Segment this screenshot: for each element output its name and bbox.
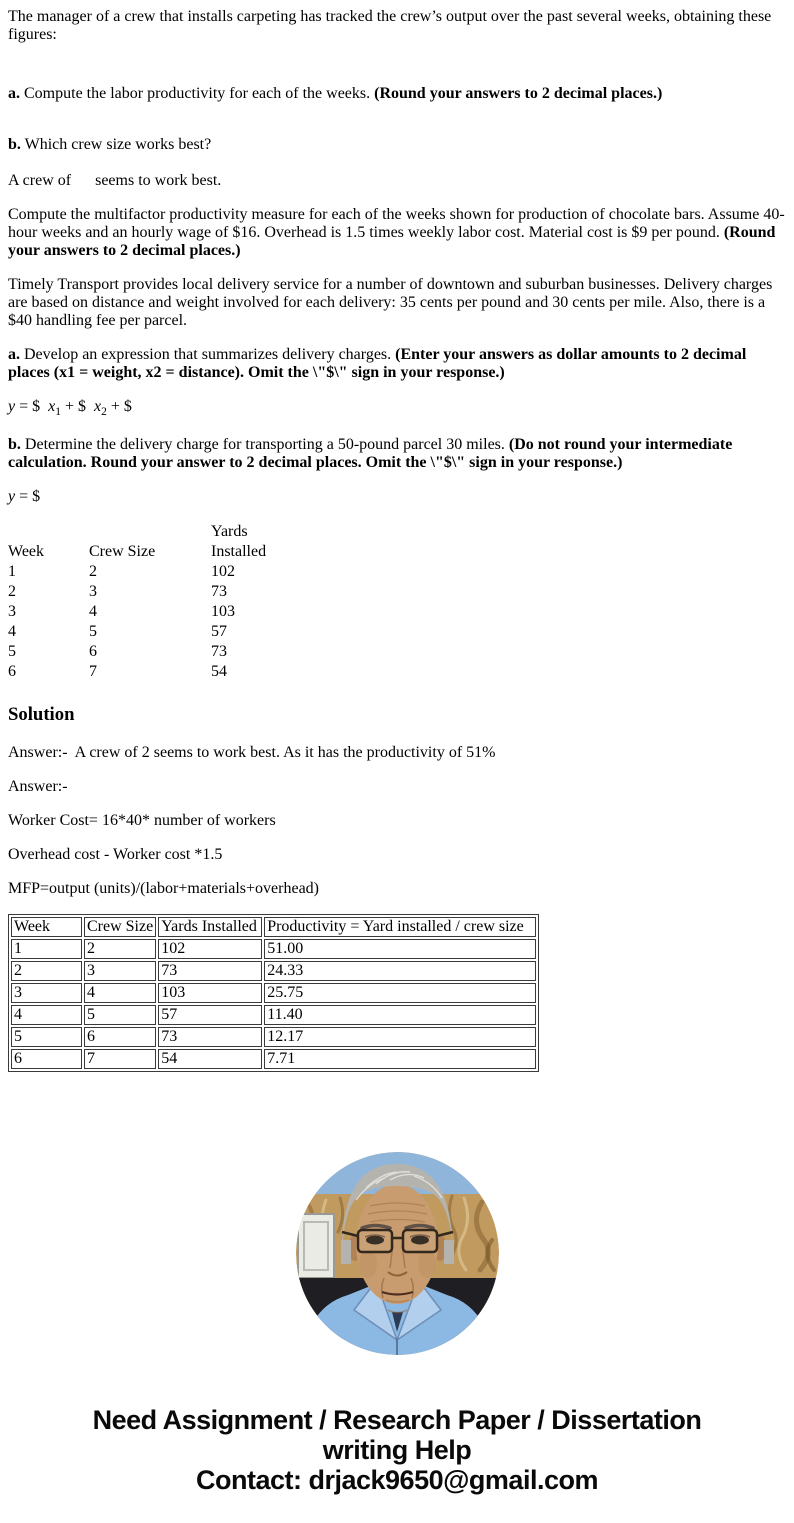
formula-sub-1: 1 bbox=[55, 406, 61, 419]
question-delivery-a bbox=[8, 346, 786, 382]
cell-week: 6 bbox=[8, 663, 16, 680]
cell-crew-size: 2 bbox=[89, 563, 97, 580]
formula2-eq: = $ bbox=[15, 488, 41, 505]
question-delivery-a-marker: a. bbox=[8, 346, 20, 363]
cell-crew-size: 3 bbox=[89, 583, 97, 600]
cell-yards: 73 bbox=[211, 643, 227, 660]
cell-yards: 54 bbox=[211, 663, 227, 680]
solution-work-line-1: Worker Cost= 16*40* number of workers bbox=[8, 812, 276, 829]
solution-heading: Solution bbox=[8, 704, 75, 725]
crew-table-row bbox=[8, 582, 291, 602]
question-delivery-a-bold-note: (Enter your answers as dollar amounts to 2 decimal places (x1 = weight, x2 = distance). Omit the \"$\" sign in your response.) bbox=[8, 346, 747, 381]
formula-eq: = $ bbox=[15, 398, 49, 415]
solution-work-line-2: Overhead cost - Worker cost *1.5 bbox=[8, 846, 223, 863]
delivery-answer-formula bbox=[8, 488, 786, 506]
cell-crew-size: 6 bbox=[84, 1027, 156, 1047]
question-labor-a bbox=[8, 85, 786, 103]
cell-productivity: 25.75 bbox=[264, 983, 536, 1003]
solution-answer-2: Answer:- bbox=[8, 778, 68, 795]
crew-table-row bbox=[8, 602, 291, 622]
formula-sub-2: 2 bbox=[101, 406, 107, 419]
cell-crew-size: 4 bbox=[89, 603, 97, 620]
cell-yards: 57 bbox=[211, 623, 227, 640]
cell-crew-size: 5 bbox=[89, 623, 97, 640]
multifactor-bold-note: (Round your answers to 2 decimal places.) bbox=[8, 224, 776, 259]
cell-productivity: 24.33 bbox=[264, 961, 536, 981]
cell-yards: 54 bbox=[158, 1049, 262, 1069]
cell-crew-size: 4 bbox=[84, 983, 156, 1003]
cell-crew-size: 5 bbox=[84, 1005, 156, 1025]
formula-tail: + $ bbox=[106, 398, 132, 415]
cell-week: 4 bbox=[11, 1005, 82, 1025]
intro-paragraph: The manager of a crew that installs carpeting has tracked the crew’s output over the past several weeks, obtaining these figures: bbox=[8, 8, 772, 43]
cell-productivity: 12.17 bbox=[264, 1027, 536, 1047]
cell-yards: 73 bbox=[158, 961, 262, 981]
question-a-bold-note: (Round your answers to 2 decimal places.) bbox=[374, 85, 663, 102]
crew-table-row bbox=[8, 562, 291, 582]
result-table-row bbox=[11, 939, 536, 959]
multifactor-text: Compute the multifactor productivity measure for each of the weeks shown for production of chocolate bars. Assume 40-hour weeks and an hourly wage of $16. Overhead is 1.5 times weekly labor cost. Material cost is $9 per pound. bbox=[8, 206, 785, 241]
question-delivery-a-text: Develop an expression that summarizes delivery charges. bbox=[20, 346, 396, 363]
result-table-row bbox=[11, 983, 536, 1003]
question-a-text: Compute the labor productivity for each of the weeks. bbox=[20, 85, 375, 102]
header-crew-size: Crew Size bbox=[84, 917, 156, 937]
question-delivery-b-marker: b. bbox=[8, 436, 21, 453]
question-a-marker: a. bbox=[8, 85, 20, 102]
cell-yards: 102 bbox=[211, 563, 235, 580]
question-delivery-b bbox=[8, 436, 786, 472]
formula2-var-y: y bbox=[8, 488, 16, 505]
cell-yards: 103 bbox=[211, 603, 235, 620]
cell-yards: 57 bbox=[158, 1005, 262, 1025]
cell-crew-size: 2 bbox=[84, 939, 156, 959]
cell-yards: 73 bbox=[211, 583, 227, 600]
footer-contact-email: Contact: drjack9650@gmail.com bbox=[196, 1465, 598, 1495]
productivity-result-table bbox=[8, 914, 539, 1072]
header-week: Week bbox=[8, 543, 45, 560]
cell-week: 3 bbox=[8, 603, 16, 620]
question-b-marker: b. bbox=[8, 136, 21, 153]
header-productivity: Productivity = Yard installed / crew size bbox=[264, 917, 536, 937]
result-table-row bbox=[11, 1005, 536, 1025]
crew-table-row bbox=[8, 642, 291, 662]
cell-crew-size: 7 bbox=[89, 663, 97, 680]
footer-line1: Need Assignment / Research Paper / Dissertation bbox=[92, 1405, 702, 1435]
cell-week: 5 bbox=[8, 643, 16, 660]
question-delivery-b-bold-note: (Do not round your intermediate calculation. Round your answer to 2 decimal places. Omit the \"$\" sign in your response.) bbox=[8, 436, 733, 471]
formula-var-x1: x bbox=[48, 398, 56, 415]
formula-var-y: y bbox=[8, 398, 16, 415]
cell-productivity: 51.00 bbox=[264, 939, 536, 959]
header-week: Week bbox=[11, 917, 82, 937]
header-yards-installed: Yards Installed bbox=[158, 917, 262, 937]
cell-crew-size: 3 bbox=[84, 961, 156, 981]
cell-week: 2 bbox=[8, 583, 16, 600]
result-table-row bbox=[11, 1049, 536, 1069]
result-table-row bbox=[11, 1027, 536, 1047]
cell-crew-size: 7 bbox=[84, 1049, 156, 1069]
crew-table-row bbox=[8, 662, 291, 682]
question-delivery-b-text: Determine the delivery charge for transporting a 50-pound parcel 30 miles. bbox=[20, 436, 509, 453]
delivery-charge-formula bbox=[8, 398, 786, 419]
cell-yards: 103 bbox=[158, 983, 262, 1003]
cell-yards: 73 bbox=[158, 1027, 262, 1047]
cell-week: 5 bbox=[11, 1027, 82, 1047]
tutor-photo-illustration bbox=[296, 1152, 499, 1355]
question-b-text: Which crew size works best? bbox=[20, 136, 212, 153]
footer-line2: writing Help bbox=[322, 1435, 472, 1465]
solution-work-line-3: MFP=output (units)/(labor+materials+overhead) bbox=[8, 880, 320, 897]
question-labor-b bbox=[8, 136, 786, 154]
cell-productivity: 11.40 bbox=[264, 1005, 536, 1025]
formula-var-x2: x bbox=[94, 398, 102, 415]
picture-frame bbox=[298, 1214, 334, 1278]
timely-transport-paragraph: Timely Transport provides local delivery service for a number of downtown and suburban businesses. Delivery charges are based on distance and weight involved for each delivery: 35 cents per pound and 30 cents per mile. Also, there is a $40 handling fee per parcel. bbox=[8, 276, 773, 329]
crew-table-header-row bbox=[8, 522, 291, 562]
solution-answer-1: Answer:- A crew of 2 seems to work best. As it has the productivity of 51% bbox=[8, 744, 496, 761]
cell-week: 3 bbox=[11, 983, 82, 1003]
header-crew-size: Crew Size bbox=[89, 543, 156, 560]
cell-week: 4 bbox=[8, 623, 16, 640]
tutor-photo-row bbox=[8, 1152, 786, 1355]
cell-week: 6 bbox=[11, 1049, 82, 1069]
crew-data-table bbox=[8, 522, 291, 682]
cell-productivity: 7.71 bbox=[264, 1049, 536, 1069]
cell-crew-size: 6 bbox=[89, 643, 97, 660]
cell-week: 2 bbox=[11, 961, 82, 981]
tutor-photo bbox=[296, 1152, 499, 1355]
cell-week: 1 bbox=[8, 563, 16, 580]
footer-banner bbox=[8, 1405, 786, 1495]
result-table-row bbox=[11, 961, 536, 981]
cell-yards: 102 bbox=[158, 939, 262, 959]
cell-week: 1 bbox=[11, 939, 82, 959]
crew-answer-line: A crew of seems to work best. bbox=[8, 172, 222, 189]
result-table-header-row bbox=[11, 917, 536, 937]
crew-table-row bbox=[8, 622, 291, 642]
header-yards-installed: Yards Installed bbox=[211, 523, 267, 560]
multifactor-paragraph bbox=[8, 206, 786, 260]
formula-op1: + $ bbox=[61, 398, 95, 415]
